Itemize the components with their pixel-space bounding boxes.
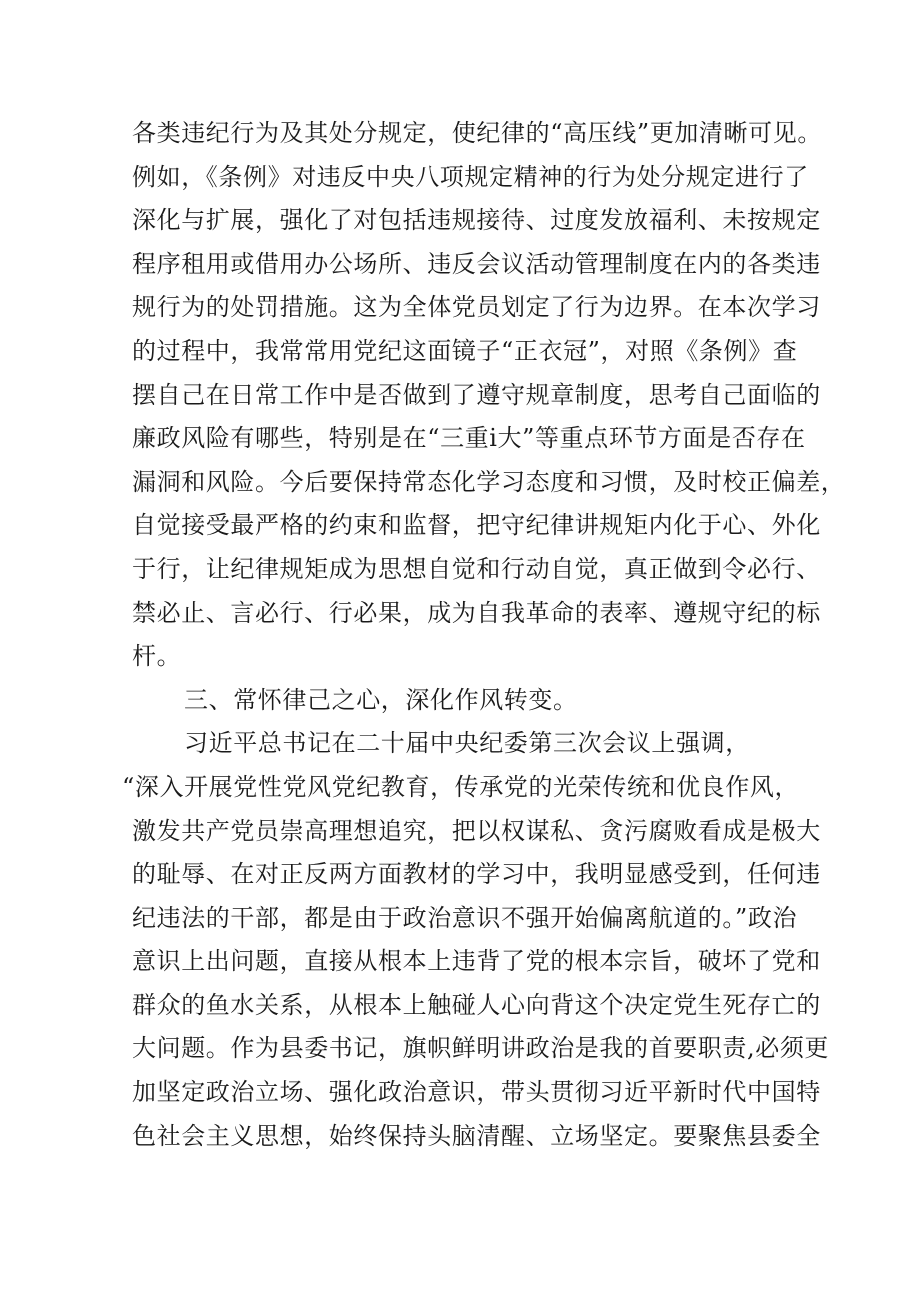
text-line: 漏洞和风险。今后要保持常态化学习态度和习惯，及时校正偏差，	[132, 467, 846, 496]
text-line: 加坚定政治立场、强化政治意识，带头贯彻习近平新时代中国特	[132, 1078, 821, 1107]
text-line: 杆。	[132, 642, 182, 671]
text-line: 纪违法的干部，都是由于政治意识不强开始偏离航道的。”政治	[132, 903, 798, 932]
text-line: 意识上出问题，直接从根本上违背了党的根本宗旨，破坏了党和	[132, 947, 821, 976]
document-body	[122, 112, 846, 1158]
paragraph-first-line: 习近平总书记在二十届中央纪委第三次会议上强调，	[184, 729, 750, 758]
text-line: 的过程中，我常常用党纪这面镜子“正衣冠”，对照《条例》查	[132, 336, 798, 365]
text-line: 规行为的处罚措施。这为全体党员划定了行为边界。在本次学习	[132, 293, 821, 322]
text-line: 自觉接受最严格的约束和监督，把守纪律讲规矩内化于心、外化	[132, 511, 821, 540]
text-line: 激发共产党员崇高理想追究，把以权谋私、贪污腐败看成是极大	[132, 816, 821, 845]
text-line: “深入开展党性党风党纪教育，传承党的光荣传统和优良作风，	[122, 772, 800, 801]
text-line: 于行，让纪律规矩成为思想自觉和行动自觉，真正做到令必行、	[132, 554, 821, 583]
text-line: 大问题。作为县委书记，旗帜鲜明讲政治是我的首要职责,必须更	[132, 1034, 830, 1063]
text-line: 色社会主义思想，始终保持头脑清醒、立场坚定。要聚焦县委全	[132, 1121, 821, 1150]
text-line: 程序租用或借用办公场所、违反会议活动管理制度在内的各类违	[132, 249, 821, 278]
text-line: 例如，《条例》对违反中央八项规定精神的行为处分规定进行了	[132, 162, 809, 191]
text-line: 廉政风险有哪些，特别是在“三重i大”等重点环节方面是否存在	[132, 424, 806, 453]
text-line: 深化与扩展，强化了对包括违规接待、过度发放福利、未按规定	[132, 206, 821, 235]
text-line: 禁必止、言必行、行必果，成为自我革命的表率、遵规守纪的标	[132, 598, 821, 627]
text-line: 的耻辱、在对正反两方面教材的学习中，我明显感受到，任何违	[132, 860, 821, 889]
text-line: 摆自己在日常工作中是否做到了遵守规章制度，思考自己面临的	[132, 380, 821, 409]
text-line: 各类违纪行为及其处分规定，使纪律的“高压线”更加清晰可见。	[132, 119, 822, 147]
section-heading: 三、常怀律己之心，深化作风转变。	[184, 685, 578, 714]
text-line: 群众的鱼水关系，从根本上触碰人心向背这个决定党生死存亡的	[132, 990, 821, 1019]
